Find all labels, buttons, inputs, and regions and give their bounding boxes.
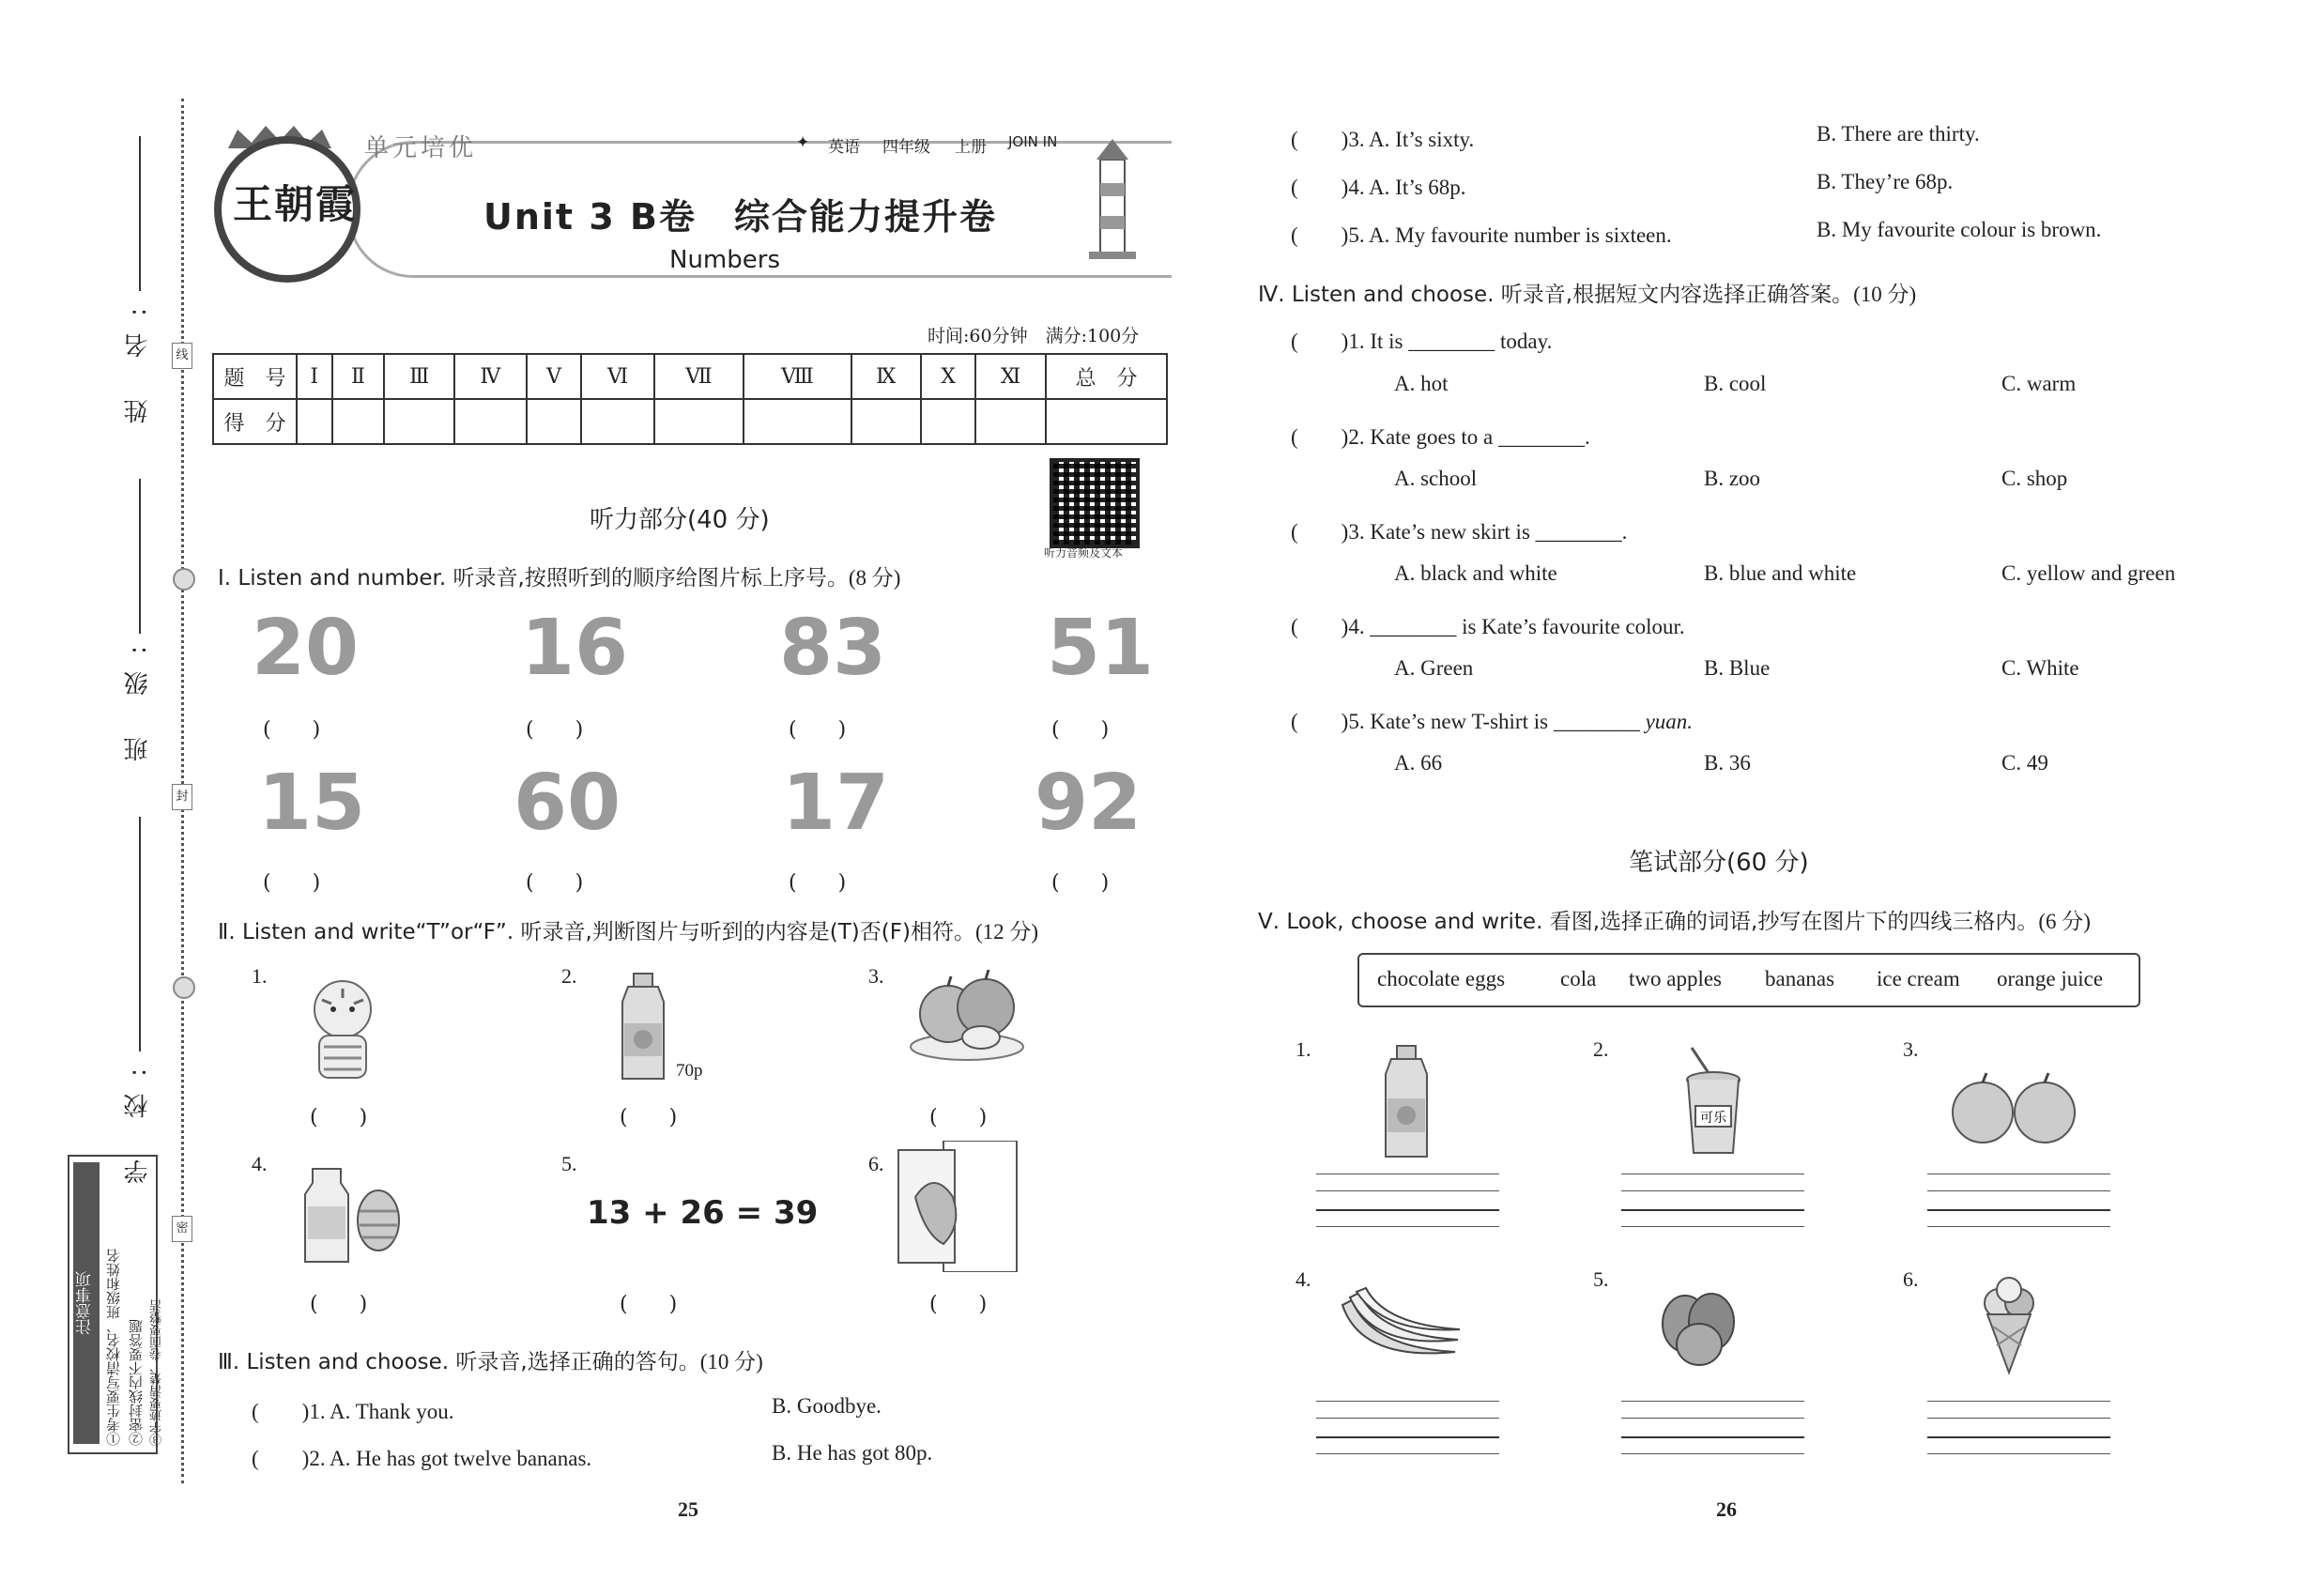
answer-parens[interactable]: ( ) (263, 871, 321, 895)
score-header-cell: Ⅶ (654, 354, 744, 399)
writing-grid[interactable] (1621, 1401, 1804, 1455)
q3-option-b: B. They’re 68p. (1817, 170, 1954, 193)
q4-question-text: )5. Kate’s new T-shirt is ________ (1341, 710, 1646, 733)
q1-points: (8 分) (848, 566, 901, 590)
item-number: 6. (868, 1152, 884, 1175)
class-line (139, 479, 141, 634)
score-header-cell: Ⅺ (975, 354, 1046, 399)
number-card: 83 (779, 604, 887, 693)
word-bank-item: cola (1560, 967, 1597, 990)
equation: 13 + 26 = 39 (587, 1194, 819, 1232)
score-cell[interactable] (527, 399, 582, 444)
q4-heading (1258, 277, 1916, 308)
q3-item-5: ( )5. A. My favourite number is sixteen. (1291, 223, 1672, 247)
item-number: 2. (1593, 1037, 1609, 1061)
q4-option-c: C. warm (2001, 372, 2077, 395)
score-header-cell: 题 号 (213, 354, 297, 399)
chocolate-eggs-icon (1657, 1286, 1741, 1371)
binding-mark-line: 线 (172, 343, 192, 369)
q3-option-b: B. Goodbye. (772, 1394, 882, 1418)
answer-parens[interactable]: ( ) (620, 1293, 678, 1316)
qr-code[interactable] (1050, 458, 1140, 548)
q5-heading-text: Ⅴ. Look, choose and write. 看图,选择正确的词语,抄写在图片下的四线三格内。 (1258, 910, 2039, 934)
score-table-row (213, 354, 1167, 399)
series-tag: 单元培优 (364, 134, 478, 162)
q3-option-a: )4. A. It’s 68p. (1341, 176, 1466, 199)
q3-item-2: ( )2. A. He has got twelve bananas. (252, 1447, 592, 1470)
q4-option-c: C. 49 (2001, 751, 2048, 775)
q1-heading-text: Ⅰ. Listen and number. 听录音,按照听到的顺序给图片标上序号。 (218, 566, 849, 591)
score-cell[interactable] (921, 399, 975, 444)
score-header-cell: Ⅵ (581, 354, 653, 399)
score-cell[interactable] (1046, 399, 1167, 444)
q3-item-4: ( )4. A. It’s 68p. (1291, 176, 1466, 199)
score-table-row (213, 399, 1167, 444)
item-number: 4. (1296, 1267, 1311, 1291)
q4-option-c: C. shop (2001, 467, 2068, 490)
q3-option-a: )2. A. He has got twelve bananas. (301, 1447, 592, 1470)
name-line (139, 136, 141, 291)
q1-heading (218, 560, 900, 591)
window-picture-icon (897, 1141, 1019, 1272)
score-header-cell: Ⅹ (921, 354, 975, 399)
ice-cream-icon (1976, 1275, 2042, 1378)
q3-option-a: )1. A. Thank you. (301, 1400, 454, 1423)
answer-parens[interactable]: ( ) (263, 718, 321, 742)
writing-grid[interactable] (1621, 1174, 1804, 1228)
q4-option-a: A. black and white (1394, 561, 1557, 585)
q3-option-b: B. There are thirty. (1817, 122, 1980, 146)
lighthouse-icon (1080, 131, 1145, 263)
q4-question-1: ( )1. It is ________ today. (1291, 330, 1553, 353)
answer-parens[interactable]: ( ) (620, 1106, 678, 1129)
crumb-textbook: JOIN IN (1008, 133, 1058, 150)
item-number: 1. (1296, 1037, 1311, 1061)
item-number: 4. (252, 1152, 268, 1175)
page-title: Unit 3 B卷 综合能力提升卷 (483, 196, 997, 238)
binding-ring (173, 976, 195, 999)
q5-heading (1258, 904, 2091, 935)
q4-unit: yuan. (1645, 710, 1694, 733)
notice-line: ②密封线内不要答题 (128, 1319, 145, 1446)
writing-grid[interactable] (1316, 1401, 1499, 1455)
score-header-cell: Ⅱ (332, 354, 385, 399)
school-label: 学 校: (124, 1051, 152, 1185)
item-number: 2. (561, 964, 577, 988)
writing-section-title: 笔试部分(60 分) (1629, 849, 1809, 877)
score-cell[interactable] (581, 399, 653, 444)
binding-mark-seal: 封 (172, 784, 192, 810)
q4-question-3: ( )3. Kate’s new skirt is ________. (1291, 520, 1628, 544)
score-header-cell: Ⅴ (527, 354, 582, 399)
exam-meta: 时间:60分钟 满分:100分 (928, 326, 1140, 346)
juice-bottle-icon (1378, 1044, 1434, 1161)
answer-parens[interactable]: ( ) (310, 1293, 368, 1316)
q4-option-a: A. Green (1394, 656, 1474, 680)
q4-points: (10 分) (1853, 283, 1917, 306)
number-card: 20 (252, 604, 360, 693)
word-bank-item: bananas (1765, 967, 1835, 990)
class-label: 班 级: (124, 629, 152, 762)
q3-item-1: ( )1. A. Thank you. (252, 1400, 454, 1423)
q4-option-a: A. 66 (1394, 751, 1443, 775)
notice-title: 注意事项 (73, 1162, 100, 1444)
score-header-cell: Ⅸ (851, 354, 922, 399)
milk-and-egg-icon (296, 1155, 408, 1267)
q3-heading-text: Ⅲ. Listen and choose. 听录音,选择正确的答句。 (218, 1350, 700, 1374)
number-card: 51 (1047, 604, 1155, 693)
q4-option-c: C. yellow and green (2001, 561, 2176, 585)
q3-option-a: )3. A. It’s sixty. (1341, 128, 1475, 151)
word-bank-item: two apples (1629, 967, 1723, 990)
page-number-right: 26 (1716, 1497, 1737, 1521)
item-number: 1. (252, 964, 268, 988)
price-tag: 70p (676, 1061, 703, 1081)
q4-option-b: B. Blue (1704, 656, 1771, 680)
writing-grid[interactable] (1316, 1174, 1499, 1228)
score-cell[interactable] (744, 399, 851, 444)
score-header-cell: Ⅷ (744, 354, 851, 399)
page-subtitle: Numbers (669, 246, 780, 274)
q4-question-4: ( )4. ________ is Kate’s favourite colour. (1291, 615, 1685, 638)
item-number: 3. (1903, 1037, 1919, 1061)
q2-heading-text: Ⅱ. Listen and write“T”or“F”. 听录音,判断图片与听到的内容是(T)否(F)相符。 (218, 920, 975, 944)
q4-question-text: )4. ________ is Kate’s favourite colour. (1341, 615, 1685, 638)
q3-option-a: )5. A. My favourite number is sixteen. (1341, 223, 1672, 247)
answer-parens[interactable]: ( ) (526, 718, 584, 742)
answer-parens[interactable]: ( ) (789, 718, 847, 742)
q2-points: (12 分) (974, 920, 1039, 944)
score-cell[interactable] (654, 399, 744, 444)
q4-heading-text: Ⅳ. Listen and choose. 听录音,根据短文内容选择正确答案。 (1258, 283, 1854, 307)
answer-parens[interactable]: ( ) (310, 1106, 368, 1129)
qr-caption: 听力音频及文本 (1044, 546, 1124, 560)
q4-option-b: B. blue and white (1704, 561, 1857, 585)
q4-question-text: )2. Kate goes to a ________. (1341, 425, 1590, 449)
number-card: 16 (521, 604, 629, 693)
answer-parens[interactable]: ( ) (789, 871, 847, 895)
crumb-term: 上册 (955, 138, 987, 157)
item-number: 6. (1903, 1267, 1919, 1291)
score-table (212, 353, 1168, 445)
q3-heading (218, 1344, 763, 1375)
number-card: 60 (514, 759, 621, 848)
q4-option-a: A. school (1394, 467, 1478, 490)
q3-option-b: B. My favourite colour is brown. (1817, 218, 2102, 241)
score-cell[interactable] (297, 399, 332, 444)
q4-question-5: ( )5. Kate’s new T-shirt is ________ yuan. (1291, 710, 1694, 733)
answer-parens[interactable]: ( ) (526, 871, 584, 895)
writing-grid[interactable] (1927, 1401, 2110, 1455)
score-row-label: 得 分 (213, 399, 297, 444)
q2-heading (218, 914, 1038, 945)
q4-option-a: A. hot (1394, 372, 1449, 395)
answer-parens[interactable]: ( ) (1051, 718, 1110, 742)
score-cell[interactable] (851, 399, 922, 444)
number-card: 92 (1035, 759, 1142, 848)
item-number: 5. (1593, 1267, 1609, 1291)
juice-bottle-icon (615, 972, 671, 1084)
item-number: 5. (561, 1152, 577, 1175)
crumb-subject: 英语 (828, 138, 860, 157)
q4-option-b: B. cool (1704, 372, 1767, 395)
tiger-icon (286, 972, 399, 1084)
word-bank-item: chocolate eggs (1377, 967, 1506, 990)
score-header-cell: Ⅲ (384, 354, 453, 399)
cola-cup-icon (1680, 1040, 1746, 1162)
q3-points: (10 分) (699, 1350, 763, 1373)
score-header-cell: Ⅰ (297, 354, 332, 399)
binding-mark-secret: 密 (172, 1216, 192, 1242)
q4-question-2: ( )2. Kate goes to a ________. (1291, 425, 1590, 449)
score-header-cell: 总 分 (1046, 354, 1167, 399)
number-card: 17 (782, 759, 890, 848)
item-number: 3. (868, 964, 884, 988)
q3-option-b: B. He has got 80p. (772, 1441, 933, 1465)
notice-line: ①考生要写清校名、班级和姓名 (105, 1249, 122, 1446)
listening-section-title: 听力部分(40 分) (590, 506, 770, 534)
cola-cup-label: 可乐 (1700, 1111, 1726, 1126)
answer-parens[interactable]: ( ) (929, 1293, 988, 1316)
page-number-left: 25 (678, 1497, 698, 1521)
star-icon: ✦ (796, 133, 810, 152)
word-bank-item: orange juice (1997, 967, 2104, 990)
notice-box (68, 1155, 164, 1454)
score-cell[interactable] (454, 399, 527, 444)
q4-option-b: B. zoo (1704, 467, 1761, 490)
name-label: 姓 名: (124, 291, 152, 424)
brand-logo-text: 王朝霞 (233, 181, 358, 227)
q4-question-text: )3. Kate’s new skirt is ________. (1341, 520, 1628, 544)
crumb-grade: 四年级 (882, 138, 930, 157)
answer-parens[interactable]: ( ) (1051, 871, 1110, 895)
answer-parens[interactable]: ( ) (929, 1106, 988, 1129)
q4-option-b: B. 36 (1704, 751, 1751, 775)
notice-line: ③字迹要清楚、卷面要整洁 (150, 1299, 164, 1446)
binding-ring (173, 568, 195, 591)
word-bank-item: ice cream (1877, 967, 1960, 990)
q3-item-3: ( )3. A. It’s sixty. (1291, 128, 1475, 151)
bananas-icon (1333, 1286, 1464, 1371)
number-card: 15 (258, 759, 366, 848)
q4-question-text: )1. It is ________ today. (1341, 330, 1553, 353)
school-line (139, 817, 141, 1051)
score-cell[interactable] (332, 399, 385, 444)
apples-icon (906, 962, 1028, 1066)
writing-grid[interactable] (1927, 1174, 2110, 1228)
two-apples-icon (1943, 1070, 2084, 1145)
q5-points: (6 分) (2038, 910, 2091, 933)
q4-option-c: C. White (2001, 656, 2079, 680)
score-header-cell: Ⅳ (454, 354, 527, 399)
score-cell[interactable] (975, 399, 1046, 444)
score-cell[interactable] (384, 399, 453, 444)
